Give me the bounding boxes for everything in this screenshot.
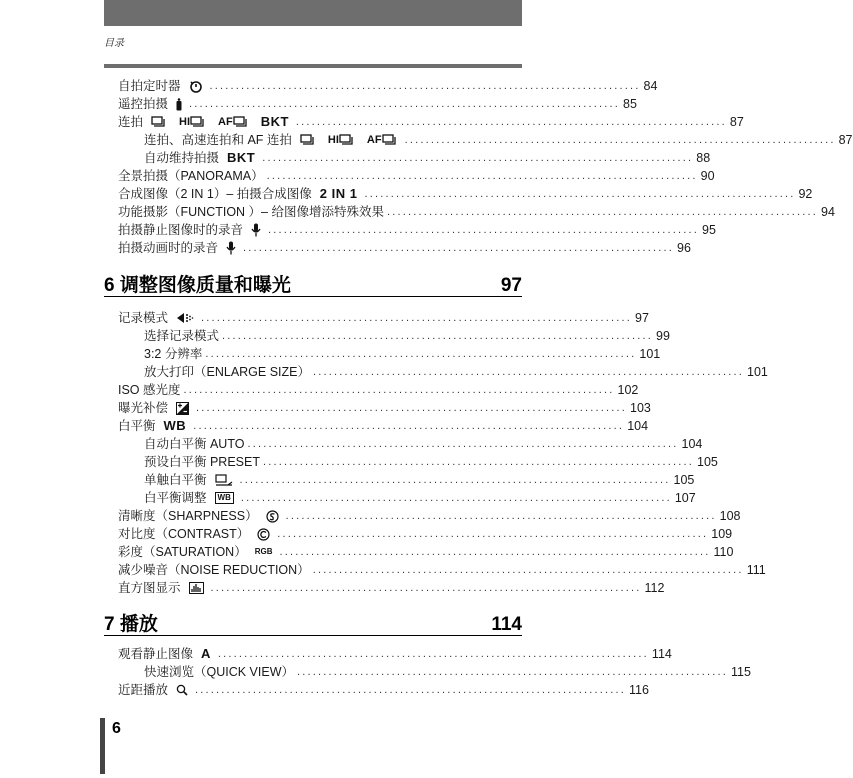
entry-page: 116 — [629, 683, 649, 697]
section-number: 7 — [104, 614, 115, 635]
af-text: AF — [366, 134, 382, 146]
entry-page: 103 — [630, 401, 651, 415]
page-number: 6 — [112, 720, 121, 737]
sequential-icon — [151, 116, 167, 128]
entry-page: 95 — [702, 223, 716, 237]
one-touch-wb-icon — [215, 474, 233, 487]
entry-page: 87 — [838, 133, 853, 147]
entry-label: 遥控拍摄 — [118, 97, 169, 111]
entry-page: 114 — [651, 647, 672, 661]
page-edge-bar — [100, 718, 105, 774]
toc-entry[interactable] — [118, 221, 716, 239]
entry-page: 111 — [746, 563, 766, 577]
entry-label: 彩度（SATURATION） — [118, 545, 247, 559]
entry-page: 105 — [697, 455, 718, 469]
entry-page: 104 — [627, 419, 649, 433]
af-sequential-icon — [218, 113, 249, 131]
toc-entry[interactable] — [118, 435, 703, 453]
hi-text: HI — [327, 134, 339, 146]
entry-label: 选择记录模式 — [144, 329, 220, 343]
dot-leader: .................................................................................. — [268, 224, 700, 236]
entry-page: 94 — [821, 205, 835, 219]
dot-leader: .................................................................................. — [243, 242, 675, 254]
dot-leader: .................................................................................. — [297, 666, 729, 678]
entry-label: 预设白平衡 PRESET — [144, 455, 260, 469]
entry-page: 110 — [713, 545, 734, 559]
toc-entry[interactable] — [118, 239, 691, 257]
hi-text: HI — [179, 116, 191, 128]
dot-leader: .................................................................................. — [364, 188, 796, 200]
section-number: 6 — [104, 275, 115, 296]
header-label: 目录 — [104, 38, 124, 49]
toc-entry[interactable] — [118, 471, 695, 489]
entry-page: 107 — [674, 491, 696, 505]
dot-leader: .................................................................................. — [263, 456, 695, 468]
entry-label: 快速浏览（QUICK VIEW） — [144, 665, 295, 679]
entry-page: 112 — [644, 581, 665, 595]
toc-entry[interactable] — [118, 327, 670, 345]
dot-leader: .................................................................................. — [277, 528, 709, 540]
toc-entry[interactable] — [118, 399, 651, 417]
dot-leader: .................................................................................. — [217, 648, 649, 660]
dot-leader: .................................................................................. — [195, 684, 627, 696]
entry-page: 84 — [643, 79, 658, 93]
section-title — [104, 270, 522, 297]
toc-block-section-7 — [118, 645, 751, 699]
dot-leader: .................................................................................. — [295, 116, 727, 128]
exposure-comp-icon — [176, 402, 189, 415]
dot-leader: .................................................................................. — [209, 80, 641, 92]
entry-label: 白平衡调整 — [144, 491, 207, 505]
dot-leader: .................................................................................. — [266, 170, 698, 182]
section-rule — [104, 635, 522, 636]
entry-page: 105 — [673, 473, 695, 487]
header-rule — [104, 64, 522, 68]
toc-entry[interactable] — [118, 309, 649, 327]
entry-label: 自动维持拍摄 — [144, 151, 220, 165]
play-icon: A — [201, 646, 211, 661]
toc-entry[interactable] — [118, 363, 768, 381]
toc-entry[interactable] — [118, 95, 637, 113]
entry-label: 清晰度（SHARPNESS） — [118, 509, 258, 523]
toc-entry[interactable] — [118, 185, 813, 203]
toc-entry[interactable] — [118, 507, 741, 525]
toc-entry[interactable] — [118, 345, 661, 363]
toc-entry[interactable] — [118, 543, 734, 561]
toc-entry[interactable] — [118, 167, 715, 185]
bkt-icon: BKT — [260, 114, 289, 129]
contrast-icon — [257, 528, 270, 541]
record-mode-icon — [176, 312, 194, 324]
dot-leader: .................................................................................. — [404, 134, 836, 146]
entry-page: 88 — [696, 151, 711, 165]
entry-label: 白平衡 — [118, 419, 156, 433]
toc-entry[interactable] — [118, 417, 649, 435]
toc-entry[interactable] — [118, 681, 649, 699]
af-text: AF — [218, 116, 233, 128]
hi-sequential-icon — [179, 113, 206, 131]
dot-leader: .................................................................................. — [239, 474, 671, 486]
dot-leader: .................................................................................. — [262, 152, 694, 164]
dot-leader: .................................................................................. — [312, 564, 744, 576]
entry-label: 放大打印（ENLARGE SIZE） — [144, 365, 310, 379]
dot-leader: .................................................................................. — [313, 366, 745, 378]
entry-label: 单触白平衡 — [144, 473, 207, 487]
wb-adjust-icon: WB — [215, 492, 234, 504]
section-name: 调整图像质量和曝光 — [119, 275, 291, 296]
toc-block-section-6 — [118, 309, 768, 597]
dot-leader: .................................................................................. — [210, 582, 642, 594]
dot-leader: .................................................................................. — [205, 348, 637, 360]
self-timer-icon — [189, 79, 203, 93]
entry-page: 115 — [731, 665, 751, 679]
toc-entry[interactable] — [118, 645, 672, 663]
entry-label: 功能摄影（FUNCTION ）– 给图像增添特殊效果 — [118, 205, 384, 219]
sequential-icon — [300, 134, 316, 146]
entry-page: 87 — [729, 115, 744, 129]
dot-leader: .................................................................................. — [189, 98, 621, 110]
dot-leader: .................................................................................. — [201, 312, 633, 324]
histogram-icon — [189, 582, 204, 594]
section-page: 97 — [500, 275, 522, 296]
entry-label: 记录模式 — [118, 311, 169, 325]
dot-leader: .................................................................................. — [247, 438, 679, 450]
toc-entry[interactable] — [118, 561, 766, 579]
dot-leader: .................................................................................. — [240, 492, 672, 504]
toc-block-continued — [118, 77, 853, 257]
header-bar — [104, 0, 522, 26]
entry-label: 自拍定时器 — [118, 79, 181, 93]
toc-entry[interactable] — [118, 525, 733, 543]
section-rule — [104, 296, 522, 297]
dot-leader: .................................................................................. — [183, 384, 615, 396]
remote-icon — [176, 98, 182, 111]
toc-entry[interactable] — [118, 113, 744, 131]
section-title — [104, 609, 522, 636]
entry-label: 减少噪音（NOISE REDUCTION） — [118, 563, 310, 577]
entry-label: 3:2 分辨率 — [144, 347, 203, 361]
toc-entry[interactable] — [118, 203, 835, 221]
toc-entry[interactable] — [118, 579, 665, 597]
af-sequential-icon — [367, 131, 398, 149]
section-page: 114 — [491, 614, 522, 635]
entry-label: 直方图显示 — [118, 581, 181, 595]
entry-label: 曝光补偿 — [118, 401, 169, 415]
entry-page: 109 — [711, 527, 733, 541]
entry-page: 102 — [617, 383, 639, 397]
entry-page: 101 — [639, 347, 661, 361]
entry-page: 90 — [700, 169, 715, 183]
entry-page: 96 — [677, 241, 691, 255]
bkt-icon: BKT — [227, 150, 256, 165]
toc-entry[interactable] — [118, 453, 718, 471]
mic-icon — [251, 223, 261, 237]
dot-leader: .................................................................................. — [222, 330, 654, 342]
entry-page: 99 — [656, 329, 670, 343]
entry-label: 连拍、高速连拍和 AF 连拍 — [144, 133, 292, 147]
sharpness-icon — [266, 510, 279, 523]
toc-entry[interactable] — [118, 381, 639, 399]
entry-label: 对比度（CONTRAST） — [118, 527, 250, 541]
toc-entry[interactable] — [118, 489, 696, 507]
entry-page: 92 — [798, 187, 813, 201]
entry-label: 观看静止图像 — [118, 647, 194, 661]
entry-page: 97 — [635, 311, 649, 325]
entry-label: ISO 感光度 — [118, 383, 181, 397]
section-name: 播放 — [119, 614, 158, 635]
entry-page: 101 — [747, 365, 768, 379]
mic-icon — [226, 241, 236, 255]
2in1-icon: 2 IN 1 — [319, 186, 358, 201]
toc-entry[interactable] — [118, 131, 853, 149]
entry-label: 拍摄动画时的录音 — [118, 241, 219, 255]
dot-leader: .................................................................................. — [386, 206, 818, 218]
wb-icon: WB — [163, 418, 187, 433]
dot-leader: .................................................................................. — [196, 402, 628, 414]
dot-leader: .................................................................................. — [193, 420, 625, 432]
entry-label: 拍摄静止图像时的录音 — [118, 223, 244, 237]
entry-label: 近距播放 — [118, 683, 169, 697]
saturation-icon: RGB — [254, 547, 273, 556]
entry-page: 108 — [719, 509, 741, 523]
toc-entry[interactable] — [118, 149, 711, 167]
entry-label: 连拍 — [118, 115, 144, 129]
toc-entry[interactable] — [118, 77, 658, 95]
dot-leader: .................................................................................. — [279, 546, 711, 558]
entry-page: 104 — [681, 437, 703, 451]
entry-page: 85 — [623, 97, 637, 111]
entry-label: 自动白平衡 AUTO — [144, 437, 245, 451]
entry-label: 合成图像（2 IN 1）– 拍摄合成图像 — [118, 187, 312, 201]
zoom-icon — [176, 684, 188, 696]
dot-leader: .................................................................................. — [285, 510, 717, 522]
hi-sequential-icon — [328, 131, 355, 149]
entry-label: 全景拍摄（PANORAMA） — [118, 169, 264, 183]
toc-entry[interactable] — [118, 663, 751, 681]
